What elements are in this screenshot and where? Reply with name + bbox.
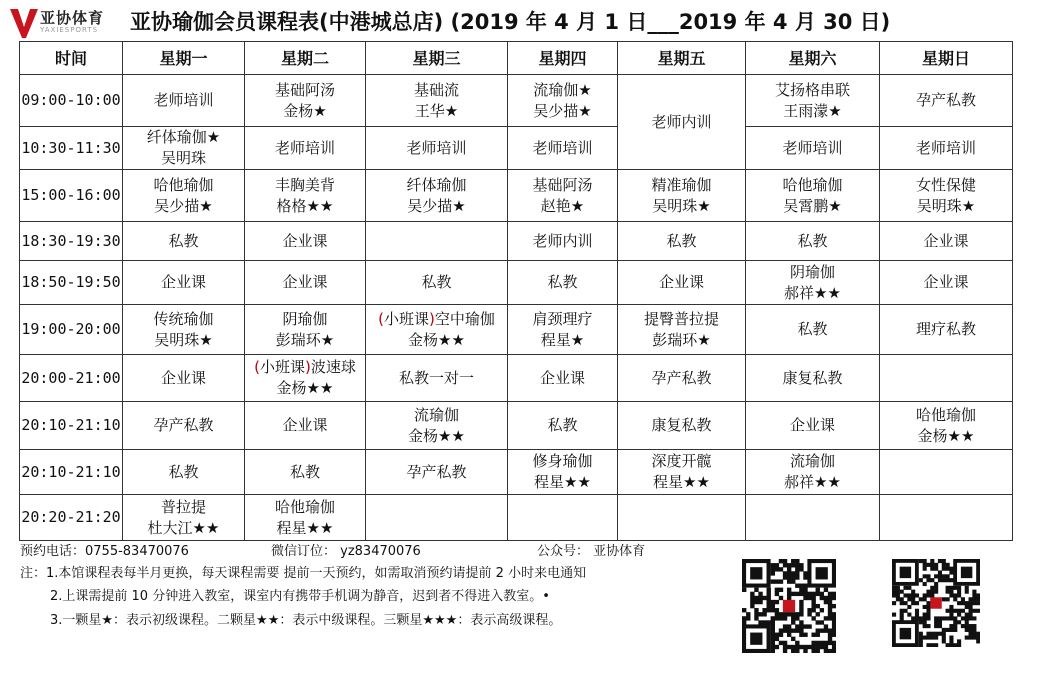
logo-mark-icon <box>10 7 38 39</box>
class-cell <box>618 495 746 541</box>
schedule-row <box>20 495 1013 541</box>
public-account-info: 公众号： 亚协体育 <box>537 544 646 559</box>
cell-line: 格格★★ <box>276 196 334 215</box>
note-2: 2.上课需提前 10 分钟进入教室，课室内有携带手机调为静音，迟到者不得进入教室。• <box>50 589 550 604</box>
cell-line: 深度开髋 <box>651 452 712 470</box>
cell-line: 私教 <box>666 231 697 250</box>
cell-line: 康复私教 <box>651 416 712 434</box>
cell-line: 吴少描★ <box>407 196 466 215</box>
class-cell <box>746 222 880 261</box>
cell-line: 企业课 <box>160 273 206 291</box>
qr-code-icon <box>742 559 836 653</box>
cell-line: 传统瑜伽 <box>153 309 214 328</box>
cell-line: 彭瑞环★ <box>652 330 711 349</box>
column-header: 星期三 <box>366 42 508 75</box>
class-cell <box>123 305 245 355</box>
qr-code-icon <box>892 559 980 647</box>
logo <box>6 4 118 40</box>
cell-line: 孕产私教 <box>153 416 214 434</box>
class-cell <box>618 450 746 495</box>
header-row <box>20 42 1013 75</box>
cell-line: 吴明珠★ <box>652 196 711 215</box>
cell-line: 女性保健 <box>915 175 976 194</box>
class-cell <box>245 222 366 261</box>
class-cell <box>880 305 1013 355</box>
cell-line: 企业课 <box>923 231 969 250</box>
class-cell <box>123 261 245 305</box>
schedule-table <box>19 41 1013 541</box>
time-slot: 10:30-11:30 <box>20 127 123 170</box>
time-slot: 09:00-10:00 <box>20 75 123 127</box>
class-cell <box>618 261 746 305</box>
cell-line: 私教 <box>797 320 828 338</box>
column-header: 星期一 <box>123 42 245 75</box>
cell-line: 程星★★ <box>534 473 591 491</box>
schedule-row <box>20 170 1013 222</box>
cell-line: 艾扬格串联 <box>774 80 850 99</box>
cell-line: 金杨★★ <box>408 426 465 445</box>
class-cell <box>746 170 880 222</box>
schedule-row <box>20 127 1013 170</box>
time-slot: 15:00-16:00 <box>20 170 123 222</box>
cell-line: 基础流 <box>413 80 459 99</box>
class-cell <box>366 222 508 261</box>
cell-line: 私教 <box>421 273 452 291</box>
cell-line: 吴明珠★ <box>916 196 976 215</box>
cell-line: 老师培训 <box>915 138 976 157</box>
column-header: 星期日 <box>880 42 1013 75</box>
phone-info: 预约电话：0755-83470076 <box>20 544 189 559</box>
cell-line: 王华★ <box>414 101 459 120</box>
class-cell <box>123 355 245 402</box>
time-slot: 18:30-19:30 <box>20 222 123 261</box>
cell-line: 康复私教 <box>782 368 843 387</box>
cell-line: 孕产私教 <box>406 462 467 481</box>
column-header: 星期五 <box>618 42 746 75</box>
note-1: 注：1.本馆课程表每半月更换，每天课程需要 提前一天预约，如需取消预约请提前 2 小时来电通知 <box>20 566 587 581</box>
class-cell <box>123 450 245 495</box>
cell-line: 吴明珠★ <box>154 330 213 349</box>
class-cell <box>508 170 618 222</box>
cell-line: 企业课 <box>539 368 585 387</box>
class-cell <box>746 305 880 355</box>
class-cell <box>366 495 508 541</box>
class-cell <box>746 450 880 495</box>
class-cell <box>366 355 508 402</box>
class-cell <box>618 402 746 450</box>
class-cell <box>880 355 1013 402</box>
schedule-row <box>20 450 1013 495</box>
class-cell <box>123 75 245 127</box>
class-cell <box>508 402 618 450</box>
cell-line: 流瑜伽 <box>413 405 459 424</box>
cell-line: 金杨★★ <box>276 379 334 397</box>
cell-line: 吴霄鹏★ <box>783 196 842 215</box>
class-cell <box>880 222 1013 261</box>
class-cell <box>746 75 880 127</box>
cell-line: 老师培训 <box>782 138 843 157</box>
class-cell <box>746 261 880 305</box>
footer <box>20 537 1030 673</box>
cell-line: 丰胸美背 <box>274 175 335 194</box>
cell-line: 孕产私教 <box>651 368 712 387</box>
schedule-row <box>20 402 1013 450</box>
cell-line: 修身瑜伽 <box>532 452 593 470</box>
class-cell <box>508 305 618 355</box>
time-slot: 18:50-19:50 <box>20 261 123 305</box>
cell-line: 企业课 <box>160 368 206 387</box>
class-cell <box>123 222 245 261</box>
cell-line: 老师培训 <box>153 91 214 109</box>
class-cell <box>245 305 366 355</box>
column-header: 时间 <box>20 42 123 75</box>
cell-line: 老师培训 <box>532 138 593 157</box>
logo-subtitle: YAXIESPORTS <box>40 26 99 34</box>
class-cell <box>366 170 508 222</box>
cell-line: 私教 <box>797 231 828 250</box>
cell-line: 吴少描★ <box>154 196 213 215</box>
cell-line: 郝祥★★ <box>784 283 841 302</box>
cell-line: 私教 <box>168 231 199 250</box>
cell-line: 吴少描★ <box>533 101 592 120</box>
cell-line: 企业课 <box>789 416 835 434</box>
column-header: 星期四 <box>508 42 618 75</box>
class-cell <box>508 450 618 495</box>
class-cell <box>880 170 1013 222</box>
class-cell <box>618 75 746 170</box>
cell-line: 王雨濛★ <box>783 101 842 120</box>
class-cell <box>880 127 1013 170</box>
schedule-row <box>20 355 1013 402</box>
class-cell <box>618 170 746 222</box>
cell-line: 老师内训 <box>532 231 593 250</box>
class-cell <box>366 75 508 127</box>
cell-line: 肩颈理疗 <box>532 309 593 328</box>
cell-line: 流瑜伽 <box>789 452 835 470</box>
cell-line: 程星★★ <box>653 473 710 491</box>
time-slot: 20:10-21:10 <box>20 402 123 450</box>
cell-line: 哈他瑜伽 <box>153 175 214 194</box>
note-3: 3.一颗星★：表示初级课程。二颗星★★：表示中级课程。三颗星★★★：表示高级课程。 <box>50 613 562 628</box>
cell-line: 哈他瑜伽 <box>915 405 976 424</box>
cell-line: 老师培训 <box>274 138 335 157</box>
cell-line: 普拉提 <box>160 497 206 516</box>
class-cell <box>245 450 366 495</box>
class-cell <box>508 127 618 170</box>
cell-line: 企业课 <box>282 416 328 434</box>
class-cell <box>245 402 366 450</box>
cell-line: 精准瑜伽 <box>651 175 712 194</box>
wechat-info: 微信订位： yz83470076 <box>271 544 421 559</box>
class-cell <box>123 170 245 222</box>
cell-line: 企业课 <box>282 273 328 291</box>
column-header: 星期六 <box>746 42 880 75</box>
cell-line: 私教一对一 <box>398 368 474 387</box>
cell-line: 私教 <box>168 462 199 481</box>
schedule-row <box>20 261 1013 305</box>
schedule-row <box>20 305 1013 355</box>
cell-line: 理疗私教 <box>915 320 976 338</box>
class-cell <box>245 170 366 222</box>
cell-line: 提臀普拉提 <box>643 309 719 328</box>
class-cell <box>245 495 366 541</box>
time-slot: 19:00-20:00 <box>20 305 123 355</box>
class-cell <box>366 261 508 305</box>
logo-brand: 亚协体育 <box>40 9 105 27</box>
cell-line: 金杨★ <box>283 101 327 120</box>
class-cell <box>508 495 618 541</box>
cell-line: 私教 <box>547 416 578 434</box>
class-cell <box>618 355 746 402</box>
cell-line: 基础阿汤 <box>532 175 593 194</box>
cell-line: 私教 <box>289 462 320 481</box>
cell-line: 私教 <box>547 273 578 291</box>
class-cell <box>746 127 880 170</box>
class-cell <box>123 127 245 170</box>
cell-line: 纤体瑜伽★ <box>146 128 221 146</box>
cell-line: (小班课)波速球 <box>254 358 356 376</box>
cell-line: 孕产私教 <box>915 91 976 109</box>
cell-line: 哈他瑜伽 <box>782 175 843 194</box>
time-slot: 20:10-21:10 <box>20 450 123 495</box>
cell-line: 老师内训 <box>651 112 712 131</box>
cell-line: 企业课 <box>658 273 704 291</box>
class-cell <box>618 222 746 261</box>
class-cell <box>123 402 245 450</box>
cell-line: 纤体瑜伽 <box>406 175 467 194</box>
class-cell <box>366 450 508 495</box>
cell-line: 基础阿汤 <box>274 80 335 99</box>
class-cell <box>508 75 618 127</box>
cell-line: 老师培训 <box>406 138 467 157</box>
class-cell <box>245 75 366 127</box>
class-cell <box>245 127 366 170</box>
class-cell <box>123 495 245 541</box>
cell-line: 彭瑞环★ <box>275 330 335 349</box>
cell-line: 企业课 <box>923 273 969 291</box>
class-cell <box>880 75 1013 127</box>
cell-line: 金杨★★ <box>408 330 465 349</box>
class-cell <box>880 261 1013 305</box>
class-cell <box>508 222 618 261</box>
class-cell <box>746 495 880 541</box>
cell-line: 程星★★ <box>276 518 334 537</box>
time-slot: 20:00-21:00 <box>20 355 123 402</box>
cell-line: 阴瑜伽 <box>282 309 328 328</box>
cell-line: (小班课)空中瑜伽 <box>378 309 495 328</box>
cell-line: 赵艳★ <box>540 196 585 215</box>
cell-line: 企业课 <box>282 231 328 250</box>
schedule-row <box>20 222 1013 261</box>
class-cell <box>508 355 618 402</box>
class-cell <box>508 261 618 305</box>
cell-line: 杜大江★★ <box>147 518 220 537</box>
cell-line: 流瑜伽★ <box>533 80 592 99</box>
class-cell <box>880 495 1013 541</box>
cell-line: 阴瑜伽 <box>789 262 835 281</box>
time-slot: 20:20-21:20 <box>20 495 123 541</box>
class-cell <box>366 305 508 355</box>
class-cell <box>880 450 1013 495</box>
class-cell <box>880 402 1013 450</box>
class-cell <box>366 127 508 170</box>
cell-line: 郝祥★★ <box>784 473 841 491</box>
class-cell <box>366 402 508 450</box>
cell-line: 金杨★★ <box>917 426 975 445</box>
column-header: 星期二 <box>245 42 366 75</box>
cell-line: 程星★ <box>540 330 585 349</box>
cell-line: 哈他瑜伽 <box>274 497 335 516</box>
class-cell <box>746 355 880 402</box>
cell-line: 吴明珠 <box>160 149 206 167</box>
class-cell <box>746 402 880 450</box>
class-cell <box>618 305 746 355</box>
page-title: 亚协瑜伽会员课程表(中港城总店) (2019 年 4 月 1 日___2019 年 4 月 30 日) <box>130 10 891 34</box>
schedule-row <box>20 75 1013 127</box>
class-cell <box>245 261 366 305</box>
class-cell <box>245 355 366 402</box>
